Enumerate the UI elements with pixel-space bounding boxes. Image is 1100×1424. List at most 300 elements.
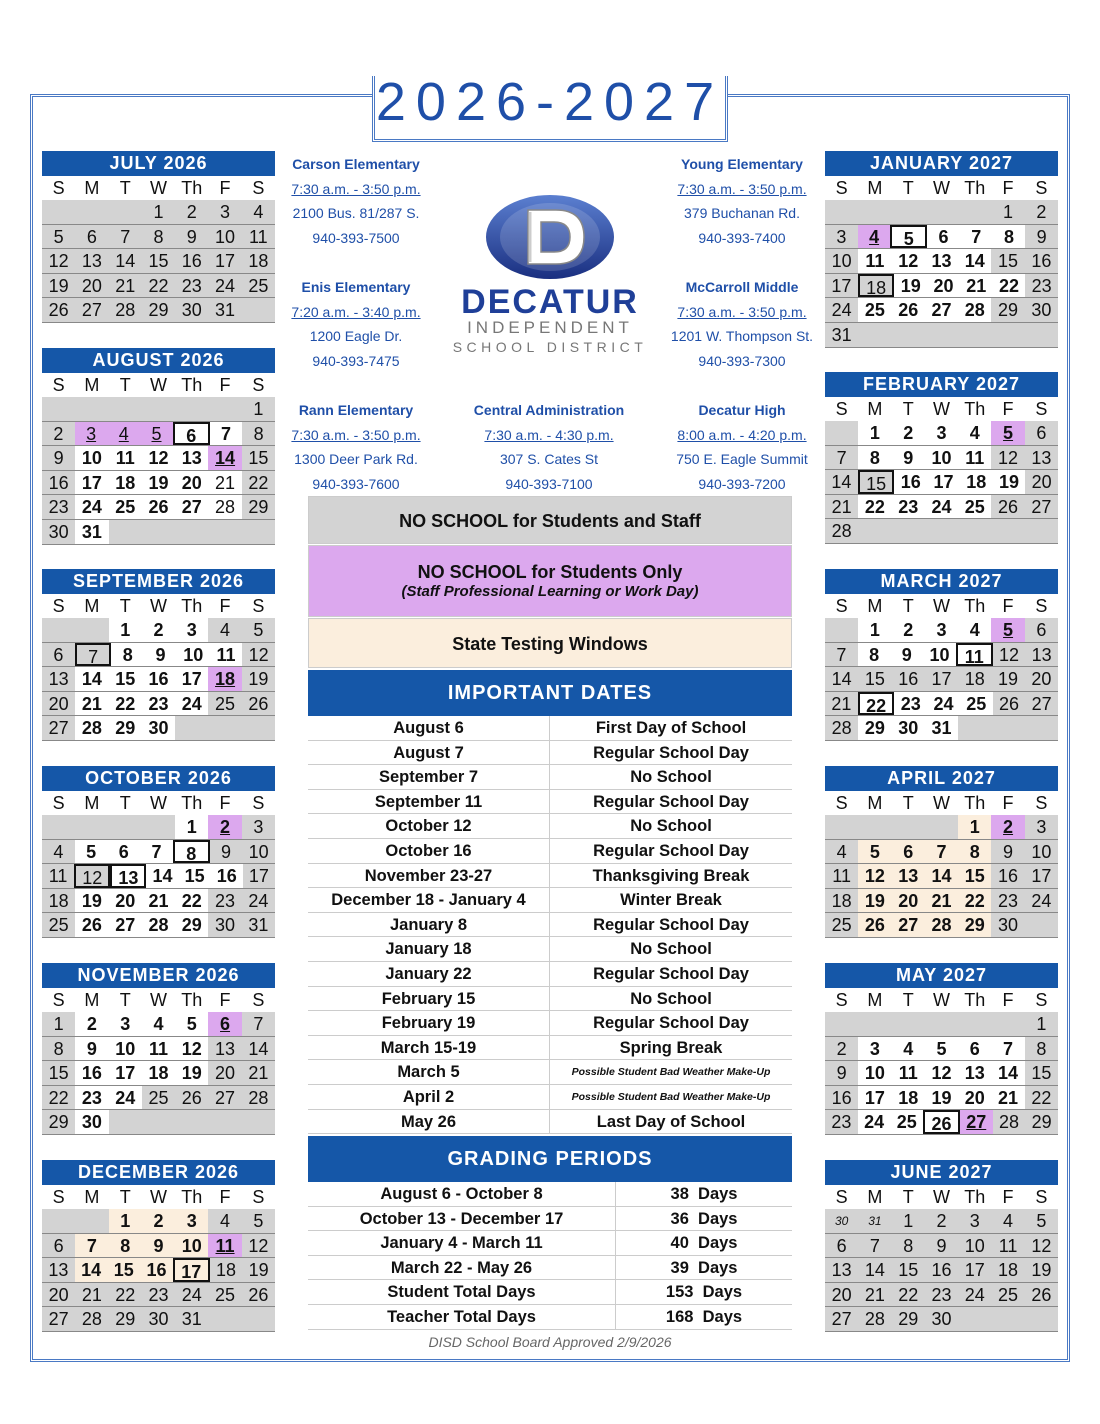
calendar-day: 29	[42, 1110, 75, 1134]
calendar-day: 11	[109, 446, 142, 470]
calendar-day: 12	[42, 249, 75, 273]
calendar-day: 1	[892, 1209, 925, 1233]
calendar-day: 14	[925, 864, 958, 888]
calendar-day	[242, 298, 275, 322]
calendar-day: 20	[958, 1086, 991, 1110]
event-date: November 23-27	[308, 864, 550, 888]
calendar-day: 21	[109, 274, 142, 298]
school-info	[657, 398, 827, 496]
calendar-day: 26	[75, 913, 108, 937]
calendar-month	[825, 963, 1058, 1135]
calendar-day	[42, 618, 75, 642]
event-date: January 8	[308, 913, 550, 937]
calendar-day: 24	[75, 495, 108, 519]
weekday-label: T	[902, 178, 914, 198]
important-date-row	[308, 1011, 792, 1036]
calendar-day	[825, 200, 858, 224]
month-header: AUGUST 2026	[42, 348, 275, 373]
weekday-label: S	[52, 990, 65, 1010]
calendar-day: 6	[42, 1234, 75, 1258]
school-name: McCarroll Middle	[685, 279, 799, 295]
weekday-label: Th	[964, 793, 986, 813]
legend-students-only-sub: (Staff Professional Learning or Work Day)	[401, 583, 699, 600]
calendar-day: 15	[109, 667, 142, 691]
calendar-day: 1	[242, 397, 275, 421]
event-name: No School	[630, 817, 712, 836]
calendar-day	[925, 200, 958, 224]
weekday-label: T	[119, 990, 131, 1010]
calendar-day: 20	[1025, 667, 1058, 691]
week-row	[825, 1061, 1058, 1086]
calendar-day: 27	[1025, 692, 1058, 716]
calendar-day: 9	[175, 225, 208, 249]
calendar-day: 4	[958, 618, 991, 642]
calendar-day: 20	[892, 889, 925, 913]
calendar-day: 28	[75, 1307, 108, 1331]
calendar-day	[958, 1307, 991, 1331]
calendar-day: 27	[1025, 495, 1058, 519]
calendar-day: 25	[958, 495, 991, 519]
calendar-day: 12	[74, 864, 110, 888]
school-name: Young Elementary	[681, 156, 803, 172]
school-name: Decatur High	[698, 402, 786, 418]
calendar-day: 10	[175, 1234, 208, 1258]
calendar-day: 26	[993, 692, 1026, 716]
weekday-row	[42, 594, 275, 618]
calendar-day: 8	[858, 446, 891, 470]
calendar-day: 24	[825, 298, 858, 322]
calendar-day: 1	[1025, 1012, 1058, 1036]
calendar-day: 16	[894, 470, 927, 494]
calendar-day: 17	[958, 1258, 991, 1282]
week-row	[42, 471, 275, 496]
calendar-day: 1	[175, 815, 208, 839]
calendar-month	[42, 348, 275, 545]
calendar-day: 14	[825, 667, 858, 691]
week-row	[825, 913, 1058, 938]
calendar-day	[208, 1110, 241, 1134]
calendar-month	[825, 372, 1058, 544]
calendar-day: 15	[179, 864, 211, 888]
weekday-row	[825, 176, 1058, 200]
calendar-day: 25	[42, 913, 75, 937]
calendar-day: 17	[927, 470, 960, 494]
calendar-day: 7	[858, 1234, 891, 1258]
calendar-day	[42, 200, 75, 224]
week-row	[825, 519, 1058, 544]
event-date: September 7	[308, 765, 550, 789]
month-header: NOVEMBER 2026	[42, 963, 275, 988]
school-address: 1300 Deer Park Rd.	[294, 451, 418, 468]
calendar-day: 25	[142, 1086, 175, 1110]
calendar-day: 22	[993, 274, 1026, 298]
school-address: 379 Buchanan Rd.	[684, 205, 800, 222]
calendar-day: 3	[825, 225, 858, 249]
calendar-day: 17	[825, 274, 858, 298]
week-row	[42, 200, 275, 225]
week-row	[825, 864, 1058, 889]
grading-period-row	[308, 1207, 792, 1232]
calendar-day: 4	[958, 421, 991, 445]
calendar-day: 15	[1025, 1061, 1058, 1085]
calendar-day: 5	[890, 225, 927, 249]
school-phone: 940-393-7500	[312, 229, 400, 246]
calendar-day	[925, 519, 958, 543]
weekday-label: W	[149, 178, 167, 198]
calendar-day: 20	[1025, 470, 1058, 494]
calendar-day: 22	[109, 1283, 142, 1307]
calendar-day: 1	[991, 200, 1024, 224]
calendar-day: 19	[894, 274, 927, 298]
calendar-day: 1	[858, 618, 891, 642]
calendar-day: 4	[107, 422, 140, 446]
calendar-day: 7	[825, 446, 858, 470]
school-phone: 940-393-7300	[698, 352, 786, 369]
weekday-row	[825, 791, 1058, 815]
district-logo	[446, 192, 654, 362]
week-row	[42, 520, 275, 545]
calendar-day: 16	[892, 667, 925, 691]
calendar-day: 13	[925, 249, 958, 273]
month-header: JANUARY 2027	[825, 151, 1058, 176]
calendar-day: 13	[1025, 446, 1058, 470]
calendar-day: 3	[925, 618, 958, 642]
event-name: Regular School Day	[593, 743, 749, 762]
calendar-day: 26	[1025, 1283, 1058, 1307]
calendar-day: 8	[109, 1234, 142, 1258]
calendar-day: 20	[42, 692, 75, 716]
week-row	[42, 1258, 275, 1283]
calendar-day: 8	[892, 1234, 925, 1258]
calendar-day: 18	[991, 1258, 1024, 1282]
weekday-label: T	[902, 596, 914, 616]
school-phone: 940-393-7600	[312, 475, 400, 492]
calendar-day: 28	[825, 519, 858, 543]
calendar-day: 3	[925, 421, 958, 445]
calendar-day: 11	[991, 1234, 1024, 1258]
calendar-day: 30	[892, 716, 925, 740]
weekday-label: Th	[181, 793, 203, 813]
calendar-day: 11	[42, 864, 74, 888]
calendar-day: 5	[75, 840, 108, 864]
calendar-day: 6	[75, 225, 108, 249]
calendar-day: 26	[858, 913, 891, 937]
calendar-day	[825, 1012, 858, 1036]
week-row	[825, 298, 1058, 323]
calendar-day	[991, 323, 1024, 347]
calendar-day	[109, 815, 142, 839]
calendar-day: 23	[208, 889, 241, 913]
event-name: Possible Student Bad Weather Make-Up	[571, 1066, 771, 1079]
calendar-day: 11	[208, 1234, 241, 1258]
calendar-day: 22	[142, 274, 175, 298]
calendar-day: 13	[75, 249, 108, 273]
week-row	[825, 323, 1058, 348]
calendar-day	[991, 1012, 1024, 1036]
weekday-label: Th	[964, 990, 986, 1010]
calendar-day: 2	[208, 815, 241, 839]
calendar-day: 4	[142, 1012, 175, 1036]
weekday-label: T	[119, 793, 131, 813]
calendar-day	[958, 519, 991, 543]
calendar-day: 4	[42, 840, 75, 864]
week-row	[42, 1283, 275, 1308]
weekday-row	[42, 176, 275, 200]
calendar-month	[825, 151, 1058, 348]
calendar-day: 21	[925, 889, 958, 913]
calendar-day: 5	[175, 1012, 208, 1036]
calendar-day: 5	[991, 618, 1024, 642]
event-date: October 12	[308, 814, 550, 838]
calendar-day	[142, 520, 175, 544]
calendar-day: 18	[109, 471, 142, 495]
calendar-day: 8	[142, 225, 175, 249]
important-date-row	[308, 1085, 792, 1110]
week-row	[42, 249, 275, 274]
weekday-label: Th	[964, 1187, 986, 1207]
calendar-day: 16	[991, 864, 1024, 888]
calendar-day: 28	[825, 716, 858, 740]
calendar-day: 19	[991, 667, 1024, 691]
calendar-day	[142, 1110, 175, 1134]
weekday-label: F	[1002, 793, 1014, 813]
calendar-day: 24	[175, 1283, 208, 1307]
calendar-day: 15	[142, 249, 175, 273]
period-range: March 22 - May 26	[308, 1256, 616, 1280]
calendar-day	[208, 716, 241, 740]
calendar-day: 26	[175, 1086, 208, 1110]
calendar-day: 29	[175, 913, 208, 937]
weekday-label: S	[52, 1187, 65, 1207]
calendar-day: 5	[1025, 1209, 1058, 1233]
week-row	[42, 298, 275, 323]
calendar-day: 18	[42, 889, 75, 913]
weekday-label: S	[252, 990, 265, 1010]
calendar-day	[958, 323, 991, 347]
calendar-day: 22	[958, 889, 991, 913]
calendar-day: 11	[892, 1061, 925, 1085]
week-row	[825, 1037, 1058, 1062]
calendar-day: 5	[991, 421, 1024, 445]
calendar-day: 21	[825, 692, 858, 716]
calendar-day: 17	[75, 471, 108, 495]
calendar-day	[75, 200, 108, 224]
calendar-day: 6	[958, 1037, 991, 1061]
calendar-day: 8	[242, 422, 275, 446]
grading-period-row	[308, 1256, 792, 1281]
calendar-day: 25	[858, 298, 891, 322]
calendar-day: 4	[208, 618, 241, 642]
calendar-day: 1	[42, 1012, 75, 1036]
week-row	[42, 1012, 275, 1037]
weekday-label: Th	[181, 596, 203, 616]
calendar-day: 2	[892, 618, 925, 642]
calendar-day: 16	[42, 471, 75, 495]
calendar-day: 12	[925, 1061, 958, 1085]
calendar-day: 16	[825, 1086, 858, 1110]
calendar-day: 20	[825, 1283, 858, 1307]
week-row	[42, 667, 275, 692]
calendar-day: 27	[892, 913, 925, 937]
calendar-day: 4	[208, 1209, 241, 1233]
period-days: 38 Days	[670, 1185, 738, 1203]
calendar-day: 23	[75, 1086, 108, 1110]
weekday-label: S	[1035, 596, 1048, 616]
calendar-day: 23	[142, 692, 175, 716]
calendar-day: 21	[208, 471, 241, 495]
week-row	[825, 1012, 1058, 1037]
calendar-day: 15	[892, 1258, 925, 1282]
calendar-day: 22	[175, 889, 208, 913]
weekday-label: Th	[181, 375, 203, 395]
calendar-day: 5	[858, 840, 891, 864]
calendar-day: 30	[75, 1110, 108, 1134]
calendar-day: 12	[993, 643, 1026, 667]
calendar-day: 27	[960, 1110, 993, 1134]
grading-period-row	[308, 1231, 792, 1256]
calendar-day: 15	[958, 864, 991, 888]
calendar-day: 16	[925, 1258, 958, 1282]
calendar-day: 14	[109, 249, 142, 273]
weekday-label: F	[1002, 990, 1014, 1010]
school-address: 1200 Eagle Dr.	[309, 328, 403, 345]
weekday-label: W	[932, 178, 950, 198]
week-row	[825, 1209, 1058, 1234]
calendar-day	[991, 1307, 1024, 1331]
calendar-day: 10	[75, 446, 108, 470]
calendar-day: 2	[142, 1209, 175, 1233]
weekday-label: Th	[964, 399, 986, 419]
calendar-day: 11	[142, 1037, 175, 1061]
calendar-day: 31	[75, 520, 108, 544]
calendar-day: 23	[991, 889, 1024, 913]
week-row	[42, 225, 275, 250]
weekday-label: M	[867, 990, 883, 1010]
calendar-day: 29	[109, 1307, 142, 1331]
calendar-day: 7	[75, 1234, 108, 1258]
weekday-label: W	[932, 990, 950, 1010]
week-row	[825, 643, 1058, 668]
calendar-day: 26	[923, 1110, 960, 1134]
period-range: January 4 - March 11	[308, 1231, 616, 1255]
weekday-label: S	[835, 793, 848, 813]
calendar-day: 23	[925, 1283, 958, 1307]
calendar-day: 28	[858, 1307, 891, 1331]
grading-periods-title: GRADING PERIODS	[308, 1136, 792, 1182]
week-row	[825, 618, 1058, 643]
calendar-day: 10	[208, 225, 241, 249]
calendar-day: 2	[825, 1037, 858, 1061]
important-date-row	[308, 987, 792, 1012]
calendar-day: 7	[960, 225, 993, 249]
calendar-day: 27	[42, 1307, 75, 1331]
grading-period-row	[308, 1182, 792, 1207]
week-row	[825, 470, 1058, 495]
calendar-day: 21	[142, 889, 175, 913]
calendar-day: 6	[1025, 421, 1058, 445]
calendar-month	[825, 766, 1058, 938]
calendar-day: 24	[175, 692, 208, 716]
calendar-day: 24	[858, 1110, 891, 1134]
calendar-day: 30	[208, 913, 241, 937]
calendar-day	[825, 618, 858, 642]
weekday-label: Th	[181, 178, 203, 198]
calendar-day: 28	[109, 298, 142, 322]
calendar-day: 8	[958, 840, 991, 864]
calendar-day	[925, 815, 958, 839]
calendar-day: 1	[109, 618, 142, 642]
week-row	[42, 1110, 275, 1135]
calendar-day: 10	[858, 1061, 891, 1085]
calendar-day: 7	[210, 422, 243, 446]
event-name: No School	[630, 940, 712, 959]
week-row	[825, 716, 1058, 741]
calendar-day	[75, 815, 108, 839]
weekday-label: S	[52, 596, 65, 616]
week-row	[825, 667, 1058, 692]
school-info	[271, 275, 441, 373]
important-date-row	[308, 1060, 792, 1085]
week-row	[825, 1110, 1058, 1135]
important-date-row	[308, 814, 792, 839]
weekday-label: M	[867, 1187, 883, 1207]
weekday-label: M	[84, 596, 100, 616]
week-row	[42, 1307, 275, 1332]
calendar-day: 18	[825, 889, 858, 913]
school-info	[657, 152, 827, 250]
period-days: 39 Days	[670, 1258, 738, 1277]
calendar-day: 3	[958, 1209, 991, 1233]
week-row	[825, 1283, 1058, 1308]
calendar-day: 24	[958, 1283, 991, 1307]
calendar-day: 18	[142, 1061, 175, 1085]
calendar-day: 29	[991, 298, 1024, 322]
week-row	[42, 815, 275, 840]
calendar-day: 19	[1025, 1258, 1058, 1282]
calendar-day: 28	[925, 913, 958, 937]
calendar-day: 29	[1025, 1110, 1058, 1134]
calendar-day: 6	[42, 643, 75, 667]
calendar-day: 20	[109, 889, 142, 913]
weekday-label: T	[902, 1187, 914, 1207]
calendar-day: 11	[958, 446, 991, 470]
legend-no-school	[308, 496, 792, 544]
event-date: February 19	[308, 1011, 550, 1035]
weekday-label: W	[149, 793, 167, 813]
calendar-day: 16	[142, 667, 175, 691]
event-name: Regular School Day	[593, 964, 749, 983]
calendar-day: 31	[825, 323, 858, 347]
calendar-month	[42, 151, 275, 323]
school-hours: 7:30 a.m. - 3:50 p.m.	[291, 180, 421, 197]
calendar-day: 7	[140, 840, 173, 864]
calendar-day: 4	[825, 840, 858, 864]
legend-testing	[308, 618, 792, 668]
calendar-day: 17	[243, 864, 275, 888]
calendar-day: 5	[925, 1037, 958, 1061]
weekday-label: M	[84, 793, 100, 813]
calendar-day: 3	[858, 1037, 891, 1061]
calendar-day: 14	[825, 470, 858, 494]
weekday-row	[42, 1185, 275, 1209]
school-hours: 7:30 a.m. - 3:50 p.m.	[291, 426, 421, 443]
calendar-day: 21	[858, 1283, 891, 1307]
calendar-day: 19	[858, 889, 891, 913]
calendar-day	[242, 520, 275, 544]
weekday-label: S	[1035, 178, 1048, 198]
calendar-day: 25	[960, 692, 993, 716]
week-row	[42, 1086, 275, 1111]
